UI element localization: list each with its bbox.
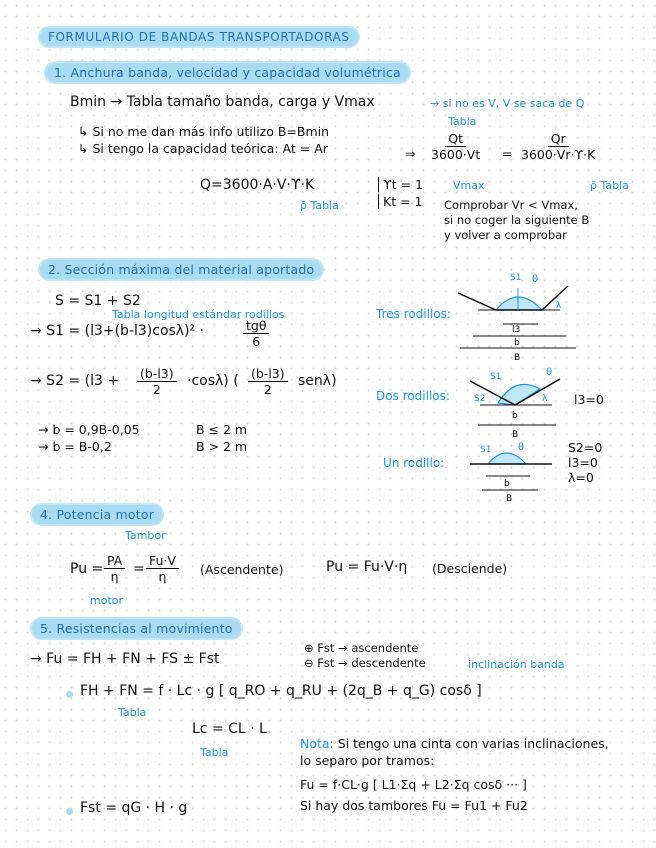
info-line-2: ↳ Si tengo la capacidad teórica: At = Ar bbox=[78, 141, 328, 156]
s1-formula: → S1 = (l3+(b-l3)cosλ)² · bbox=[30, 323, 205, 339]
fraction-s2-a-num: (b-l3) bbox=[137, 366, 177, 382]
q-formula: Q=3600·A·V·ϒ·K bbox=[200, 177, 315, 193]
fraction-tg-den: 6 bbox=[252, 334, 261, 349]
two-roller-diagram bbox=[460, 365, 570, 445]
fraction-tg-num: tgθ bbox=[243, 318, 269, 334]
fraction-s2-b bbox=[248, 366, 288, 398]
b-cond-2: B > 2 m bbox=[196, 439, 248, 454]
fraction-s2-b-num: (b-l3) bbox=[248, 366, 288, 382]
fraction-s2-b-den: 2 bbox=[263, 382, 272, 397]
section-1-heading: 1. Anchura banda, velocidad y capacidad volumétrica bbox=[46, 63, 409, 82]
pu-label: Pu = bbox=[70, 561, 104, 577]
fh-fn-formula: FH + FN = f · Lc · g [ q_RO + q_RU + (2q_B + q_G) cosδ ] bbox=[80, 683, 482, 699]
fraction-fuv-num: Fu·V bbox=[146, 553, 179, 569]
fst-plus: ⊕ Fst → ascendente bbox=[304, 641, 419, 655]
fraction-qr-num: Qr bbox=[548, 131, 569, 147]
lambda-zero: λ=0 bbox=[568, 470, 594, 485]
nota-label: Nota: bbox=[300, 736, 334, 751]
three-roller-s1-label: S1 bbox=[510, 273, 522, 283]
fraction-pa-den: η bbox=[110, 569, 119, 584]
fraction-tg bbox=[243, 318, 269, 350]
s2-formula-start: → S2 = (l3 + bbox=[30, 373, 120, 389]
two-roller-s2-label: S2 bbox=[474, 394, 486, 404]
nota-line-3: Fu = f·CL·g [ L1·Σq + L2·Σq cosδ ··· ] bbox=[300, 777, 527, 792]
three-roller-theta-label: θ bbox=[532, 274, 539, 285]
rho-tabla-right: ρ̄ Tabla bbox=[590, 179, 629, 192]
desciende-label: (Desciende) bbox=[432, 561, 508, 576]
dos-rodillos-label: Dos rodillos: bbox=[376, 389, 450, 403]
info-line-1: ↳ Si no me dan más info utilizo B=Bmin bbox=[78, 124, 330, 139]
nota-line-2: lo separo por tramos: bbox=[300, 753, 435, 768]
b-cond-1: B ≤ 2 m bbox=[196, 422, 248, 437]
fu-formula: → Fu = FH + FN + FS ± Fst bbox=[30, 651, 220, 667]
fraction-s2-a-den: 2 bbox=[152, 382, 161, 397]
one-roller-diagram bbox=[460, 438, 560, 502]
one-roller-B-label: B bbox=[506, 494, 513, 502]
s2-formula-end: senλ) bbox=[298, 373, 337, 389]
kt-value: Kt = 1 bbox=[378, 194, 422, 209]
tabla-note: Tabla bbox=[448, 115, 477, 128]
bmin-line: Bmin → Tabla tamaño banda, carga y Vmax bbox=[70, 94, 375, 110]
fraction-qr-den: 3600·Vr·ϒ·K bbox=[521, 147, 596, 162]
bmin-note: → si no es V, V se saca de Q bbox=[430, 97, 585, 110]
fraction-fuv bbox=[146, 553, 179, 585]
two-roller-b-label: b bbox=[512, 411, 518, 421]
s2-formula-mid: ·cosλ) ( bbox=[187, 373, 239, 389]
motor-label: motor bbox=[90, 594, 124, 607]
pu-desc-formula: Pu = Fu·V·η bbox=[326, 559, 408, 575]
fraction-fuv-den: η bbox=[158, 569, 167, 584]
s-sum: S = S1 + S2 bbox=[55, 293, 141, 309]
vmax-label: Vmax bbox=[453, 179, 485, 192]
tabla-left-note: Tabla bbox=[118, 706, 147, 719]
l3-zero: l3=0 bbox=[574, 392, 604, 407]
lc-formula: Lc = CL · L bbox=[192, 721, 267, 737]
equals-sign: = bbox=[502, 146, 513, 161]
bullet-dot-2 bbox=[66, 808, 73, 815]
one-roller-s1-label: S1 bbox=[480, 445, 492, 455]
section-5-heading: 5. Resistencias al movimiento bbox=[32, 619, 241, 638]
three-roller-B-label: B bbox=[514, 353, 521, 363]
comprobar-1: Comprobar Vr < Vmax, bbox=[444, 198, 578, 212]
nota-text-1: Si tengo una cinta con varias inclinaciones, bbox=[337, 736, 609, 751]
rho-tabla-left: ρ̄ Tabla bbox=[300, 199, 339, 212]
l3-zero-2: l3=0 bbox=[568, 455, 598, 470]
three-roller-l3-label: l3 bbox=[512, 325, 521, 335]
pu-equals: = bbox=[133, 561, 145, 577]
ft-value: ϒt = 1 bbox=[378, 177, 423, 192]
fraction-s2-a bbox=[137, 366, 177, 398]
tres-rodillos-label: Tres rodillos: bbox=[376, 307, 451, 321]
comprobar-3: y volver a comprobar bbox=[444, 228, 567, 242]
inclinacion-note: inclinación banda bbox=[468, 658, 565, 671]
fraction-qr bbox=[518, 131, 598, 163]
section-4-heading: 4. Potencia motor bbox=[32, 505, 162, 524]
three-roller-b-label: b bbox=[514, 338, 520, 348]
one-roller-b-label: b bbox=[504, 479, 510, 489]
one-roller-theta-label: θ bbox=[518, 442, 525, 453]
tabla-rodillos-note: Tabla longitud estándar rodillos bbox=[112, 308, 285, 321]
two-roller-theta-label: θ bbox=[546, 367, 553, 378]
two-roller-s1-label: S1 bbox=[490, 372, 502, 382]
section-2-heading: 2. Sección máxima del material aportado bbox=[40, 260, 322, 279]
fst-formula: Fst = qG · H · g bbox=[80, 800, 188, 816]
fraction-qt-den: 3600·Vt bbox=[431, 147, 481, 162]
three-roller-lambda-label: λ bbox=[556, 301, 562, 311]
fraction-pa bbox=[104, 553, 125, 585]
un-rodillo-label: Un rodillo: bbox=[383, 456, 445, 470]
s2-zero: S2=0 bbox=[568, 440, 603, 455]
fst-minus: ⊖ Fst → descendente bbox=[304, 656, 426, 670]
two-roller-B-label: B bbox=[512, 430, 519, 440]
tambor-label: Tambor bbox=[125, 529, 166, 542]
b-formula-1: → b = 0,9B-0,05 bbox=[38, 422, 140, 437]
implies-arrow: ⇒ bbox=[405, 146, 416, 161]
fraction-pa-num: PA bbox=[104, 553, 125, 569]
two-roller-lambda-label: λ bbox=[542, 394, 548, 404]
tabla-lc-note: Tabla bbox=[200, 746, 229, 759]
page-title: FORMULARIO DE BANDAS TRANSPORTADORAS bbox=[40, 28, 358, 46]
nota-line-4: Si hay dos tambores Fu = Fu1 + Fu2 bbox=[300, 798, 528, 813]
b-formula-2: → b = B-0,2 bbox=[38, 439, 112, 454]
ascendente-label: (Ascendente) bbox=[200, 562, 284, 577]
fraction-qt-num: Qt bbox=[445, 131, 466, 147]
nota-line-1 bbox=[300, 736, 609, 751]
three-roller-diagram bbox=[448, 268, 578, 363]
comprobar-2: si no coger la siguiente B bbox=[444, 213, 590, 227]
fraction-qt bbox=[428, 131, 483, 163]
bullet-dot bbox=[66, 691, 73, 698]
